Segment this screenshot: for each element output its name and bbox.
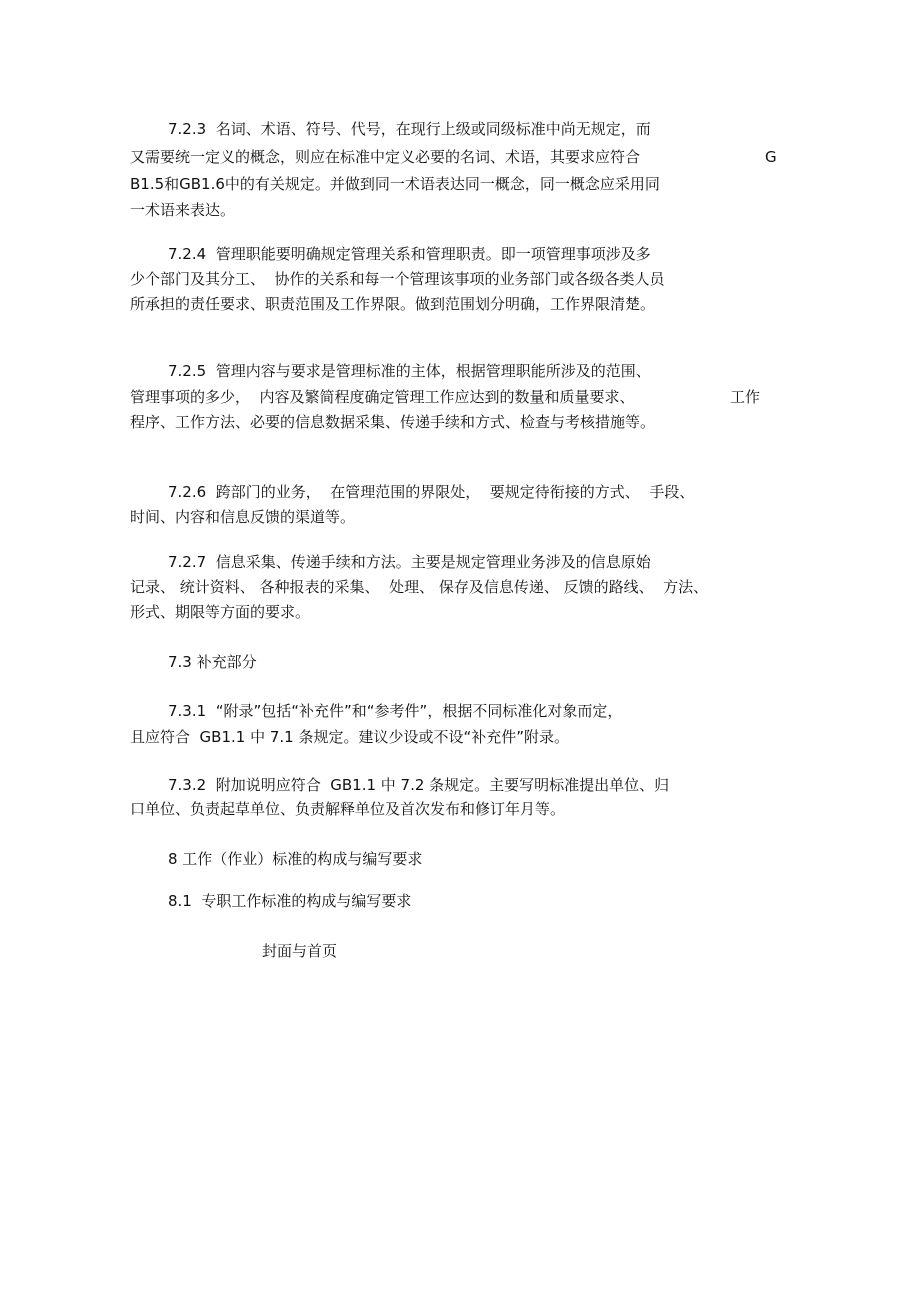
para-7-2-3-line-2-tail: G xyxy=(765,148,777,166)
para-7-3-2-line-1: 7.3.2 附加说明应符合 GB1.1 中 7.2 条规定。主要写明标准提出单位、归 xyxy=(168,776,670,794)
para-7-2-3-line-3: B1.5和GB1.6中的有关规定。并做到同一术语表达同一概念，同一概念应采用同 xyxy=(130,175,660,193)
para-7-2-7-line-1: 7.2.7 信息采集、传递手续和方法。主要是规定管理业务涉及的信息原始 xyxy=(168,553,651,571)
para-7-2-4-line-1: 7.2.4 管理职能要明确规定管理关系和管理职责。即一项管理事项涉及多 xyxy=(168,245,651,263)
section-7-3-heading: 7.3 补充部分 xyxy=(168,653,257,671)
cover-and-first-page-label: 封面与首页 xyxy=(262,942,338,960)
para-7-2-3-line-1: 7.2.3 名词、术语、符号、代号，在现行上级或同级标准中尚无规定，而 xyxy=(168,120,651,138)
para-7-3-1-line-2: 且应符合 GB1.1 中 7.1 条规定。建议少设或不设“补充件”附录。 xyxy=(130,728,570,746)
section-8-1-heading: 8.1 专职工作标准的构成与编写要求 xyxy=(168,892,412,910)
para-7-3-1-line-1: 7.3.1 “附录”包括“补充件”和“参考件”，根据不同标准化对象而定， xyxy=(168,702,623,720)
para-7-2-3-line-2: 又需要统一定义的概念，则应在标准中定义必要的名词、术语，其要求应符合 xyxy=(130,148,641,166)
para-7-2-3-line-4: 一术语来表达。 xyxy=(130,201,236,219)
para-7-2-5-line-2-tail: 工作 xyxy=(730,388,761,406)
para-7-2-4-line-3: 所承担的责任要求、职责范围及工作界限。做到范围划分明确，工作界限清楚。 xyxy=(130,295,656,313)
para-7-2-6-line-1: 7.2.6 跨部门的业务， 在管理范围的界限处， 要规定待衔接的方式、 手段、 xyxy=(168,483,695,501)
para-7-2-4-line-2: 少个部门及其分工、 协作的关系和每一个管理该事项的业务部门或各级各类人员 xyxy=(130,270,665,288)
para-7-2-5-line-2: 管理事项的多少， 内容及繁简程度确定管理工作应达到的数量和质量要求、 xyxy=(130,388,635,406)
para-7-2-6-line-2: 时间、内容和信息反馈的渠道等。 xyxy=(130,508,356,526)
section-8-heading: 8 工作（作业）标准的构成与编写要求 xyxy=(168,850,423,868)
para-7-2-7-line-3: 形式、期限等方面的要求。 xyxy=(130,603,311,621)
para-7-2-7-line-2: 记录、 统计资料、 各种报表的采集、 处理、 保存及信息传递、 反馈的路线、 方法、 xyxy=(130,578,709,596)
para-7-3-2-line-2: 口单位、负责起草单位、负责解释单位及首次发布和修订年月等。 xyxy=(130,800,566,818)
para-7-2-5-line-1: 7.2.5 管理内容与要求是管理标准的主体，根据管理职能所涉及的范围、 xyxy=(168,362,651,380)
para-7-2-5-line-3: 程序、工作方法、必要的信息数据采集、传递手续和方式、检查与考核措施等。 xyxy=(130,413,656,431)
